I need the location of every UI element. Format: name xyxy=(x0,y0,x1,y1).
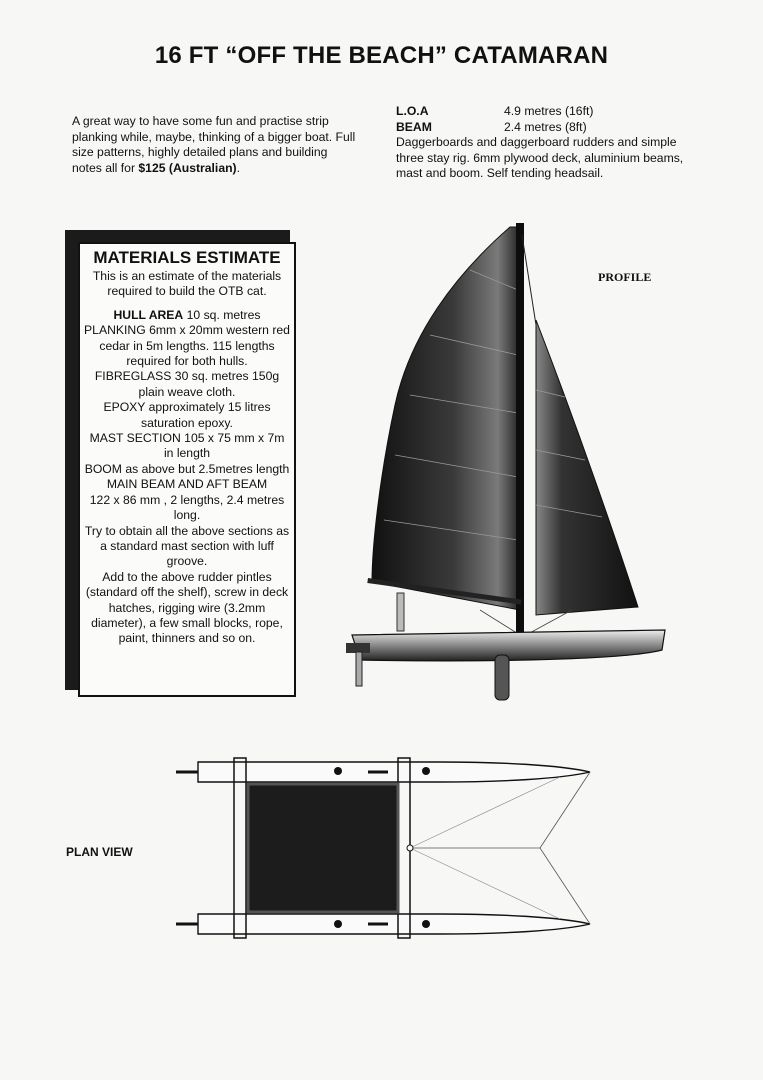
jib-shape xyxy=(536,320,638,615)
materials-note-extras: Add to the above rudder pintles (standard off the shelf), screw in deck hatches, rigging wire (3.2mm diameter), a few small blocks, rope, paint, thinners and so on. xyxy=(85,569,289,646)
plan-view-label: PLAN VIEW xyxy=(66,845,133,859)
material-item-beams xyxy=(84,477,290,523)
material-text: 10 sq. metres xyxy=(183,307,261,322)
hull-starboard xyxy=(198,914,590,934)
material-item-epoxy xyxy=(84,400,290,431)
intro-price: $125 (Australian) xyxy=(138,160,237,175)
mast xyxy=(516,223,524,635)
profile-label: PROFILE xyxy=(598,270,652,284)
hull-profile xyxy=(352,630,665,661)
spec-description: Daggerboards and daggerboard rudders and simple three stay rig. 6mm plywood deck, aluminium beams, mast and boom. Self tending headsail. xyxy=(396,135,684,180)
mainsail-shape xyxy=(372,227,520,610)
aft-beam xyxy=(234,758,246,938)
mast-step xyxy=(407,845,413,851)
spec-beam xyxy=(396,120,696,136)
material-item-fibreglass xyxy=(84,369,290,400)
material-text: as above but 2.5metres length xyxy=(121,461,290,476)
materials-title: MATERIALS ESTIMATE xyxy=(93,248,281,267)
forestay xyxy=(522,235,536,325)
specs-block xyxy=(396,104,696,182)
material-text: 6mm x 20mm western red cedar in 5m lengths. 115 lengths required for both hulls. xyxy=(99,323,290,369)
material-label: HULL AREA xyxy=(113,307,184,322)
hull-port xyxy=(198,762,590,782)
spec-loa-label: L.O.A xyxy=(396,104,429,118)
materials-intro: This is an estimate of the materials required to build the OTB cat. xyxy=(92,269,282,299)
material-label: EPOXY xyxy=(103,400,146,415)
material-item-planking xyxy=(84,323,290,369)
plan-view-drawing xyxy=(170,752,600,952)
spec-loa xyxy=(396,104,696,120)
material-text: 105 x 75 mm x 7m in length xyxy=(163,431,285,461)
materials-box xyxy=(78,242,296,697)
material-text: approximately 15 litres saturation epoxy. xyxy=(141,400,271,430)
trampoline xyxy=(248,784,398,912)
material-item-hull xyxy=(84,308,290,323)
profile-drawing xyxy=(340,215,680,705)
material-item-boom xyxy=(84,462,290,477)
material-text: 30 sq. metres 150g plain weave cloth. xyxy=(138,369,280,399)
material-label: PLANKING xyxy=(84,323,146,338)
material-item-mast xyxy=(84,431,290,462)
material-label: FIBREGLASS xyxy=(94,369,172,384)
material-label: MAST SECTION xyxy=(89,431,181,446)
spec-loa-value: 4.9 metres (16ft) xyxy=(504,104,594,118)
daggerboard xyxy=(495,655,509,700)
spec-beam-value: 2.4 metres (8ft) xyxy=(504,119,587,134)
material-label: BOOM xyxy=(84,461,122,476)
intro-paragraph xyxy=(72,114,357,176)
spec-beam-label: BEAM xyxy=(396,119,432,134)
material-label: MAIN BEAM AND AFT BEAM xyxy=(106,477,268,492)
intro-end: . xyxy=(236,160,240,175)
intro-text: A great way to have some fun and practise strip planking while, maybe, thinking of a bigger boat. Full size patterns, highly detailed plans and building notes all for xyxy=(72,114,356,175)
material-text: 122 x 86 mm , 2 lengths, 2.4 metres long. xyxy=(89,492,285,523)
materials-note-sections: Try to obtain all the above sections as a standard mast section with luff groove. xyxy=(84,523,290,569)
rudder-post xyxy=(397,593,404,631)
page-title: 16 FT “OFF THE BEACH” CATAMARAN xyxy=(154,42,609,69)
